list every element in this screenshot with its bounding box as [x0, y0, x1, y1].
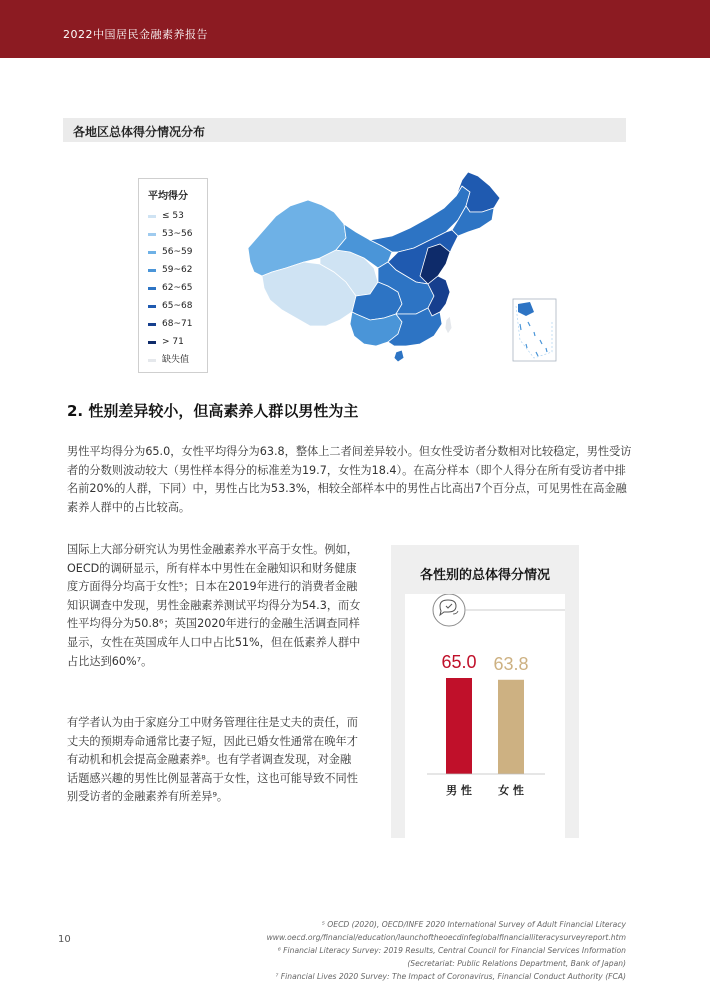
- region-hainan: [394, 350, 404, 362]
- legend-item: [148, 225, 192, 243]
- legend-item: [148, 207, 192, 225]
- legend-item: [148, 279, 192, 297]
- gender-score-card: [391, 545, 579, 838]
- paragraph-2-text: 国际上大部分研究认为男性金融素养水平高于女性。例如，OECD的调研显示，所有样本中男性在金融知识和财务健康度方面得分均高于女性⁵；日本在2019年进行的消费者金融知识调查中发现，男性金融素养测试平均得分为54.3，而女性平均得分为50.8⁶；英国2020年进行的金融生活调查同样显示，女性在英国成年人口中占比51%，但在低素养人群中占比达到60%⁷。: [67, 543, 361, 668]
- bar-value-label: 63.8: [493, 653, 529, 674]
- region-taiwan: [445, 316, 452, 334]
- legend-label: 56~59: [162, 247, 193, 257]
- legend-swatch: [148, 323, 156, 326]
- legend-item: [148, 261, 192, 279]
- footnote-line: www.oecd.org/financial/education/launchoftheoecdinfeglobalfinancialliteracysurveyreport.htm: [266, 933, 626, 942]
- legend-swatch: [148, 359, 156, 362]
- paragraph-1-text: 男性平均得分为65.0，女性平均得分为63.8，整体上二者间差异较小。但女性受访者分数相对比较稳定，男性受访者的分数则波动较大（男性样本得分的标准差为19.7，女性为18.4）。在高分样本（即个人得分在所有受访者中排名前20%的人群，下同）中，男性占比为53.3%，相较全部样本中的男性占比高出7个百分点，可见男性在高金融素养人群中的占比较高。: [67, 445, 632, 514]
- page-number: 10: [58, 934, 71, 945]
- card-chart-area: [405, 594, 565, 838]
- legend-title: 平均得分: [148, 191, 188, 202]
- bar-value-label: 65.0: [441, 652, 477, 672]
- bar-category-label: 男 性: [446, 784, 472, 797]
- legend-item: [148, 351, 192, 369]
- legend-item: [148, 315, 192, 333]
- bars-group: [441, 652, 528, 797]
- legend-label: 缺失值: [162, 355, 190, 365]
- legend-label: 65~68: [162, 301, 193, 311]
- legend-swatch: [148, 215, 156, 218]
- legend-label: 59~62: [162, 265, 193, 275]
- legend-label: ≤ 53: [162, 211, 184, 221]
- map-section-title: 各地区总体得分情况分布: [73, 125, 206, 139]
- paragraph-2: [67, 541, 362, 671]
- bar-category-label: 女 性: [498, 784, 524, 797]
- legend-label: 62~65: [162, 283, 193, 293]
- legend-item: [148, 297, 192, 315]
- footnote-line: ⁶ Financial Literacy Survey: 2019 Results, Central Council for Financial Services Information: [277, 946, 626, 955]
- paragraph-3-text: 有学者认为由于家庭分工中财务管理往往是丈夫的责任，而丈夫的预期寿命通常比妻子短，因此已婚女性通常在晚年才有动机和机会提高金融素养⁸。也有学者调查发现，对金融话题感兴趣的男性比例显著高于女性，这也可能导致不同性别受访者的金融素养有所差异⁹。: [67, 716, 358, 804]
- map-legend: [138, 178, 208, 373]
- legend-swatch: [148, 341, 156, 344]
- bar-female: [498, 680, 524, 774]
- gender-bar-chart: [405, 594, 565, 838]
- chat-check-icon: [433, 594, 465, 626]
- footnotes: [66, 918, 626, 983]
- legend-swatch: [148, 287, 156, 290]
- footnote-line: ⁵ OECD (2020), OECD/INFE 2020 International Survey of Adult Financial Literacy: [321, 920, 626, 929]
- legend-item: [148, 243, 192, 261]
- bar-male: [446, 678, 472, 774]
- legend-item: [148, 333, 192, 351]
- legend-label: > 71: [162, 337, 184, 347]
- legend-label: 53~56: [162, 229, 193, 239]
- legend-label: 68~71: [162, 319, 193, 329]
- section-heading: 2. 性别差异较小，但高素养人群以男性为主: [67, 402, 359, 420]
- legend-swatch: [148, 233, 156, 236]
- footnote-line: ⁷ Financial Lives 2020 Survey: The Impact of Coronavirus, Financial Conduct Authority (FCA): [275, 972, 626, 981]
- paragraph-1: [67, 443, 632, 517]
- legend-swatch: [148, 305, 156, 308]
- paragraph-3: [67, 714, 362, 807]
- card-title: 各性别的总体得分情况: [419, 568, 550, 583]
- legend-swatch: [148, 269, 156, 272]
- legend-list: [148, 207, 192, 369]
- header-title: 2022中国居民金融素养报告: [63, 28, 208, 41]
- footnote-line: (Secretariat: Public Relations Department, Bank of Japan): [407, 959, 626, 968]
- legend-swatch: [148, 251, 156, 254]
